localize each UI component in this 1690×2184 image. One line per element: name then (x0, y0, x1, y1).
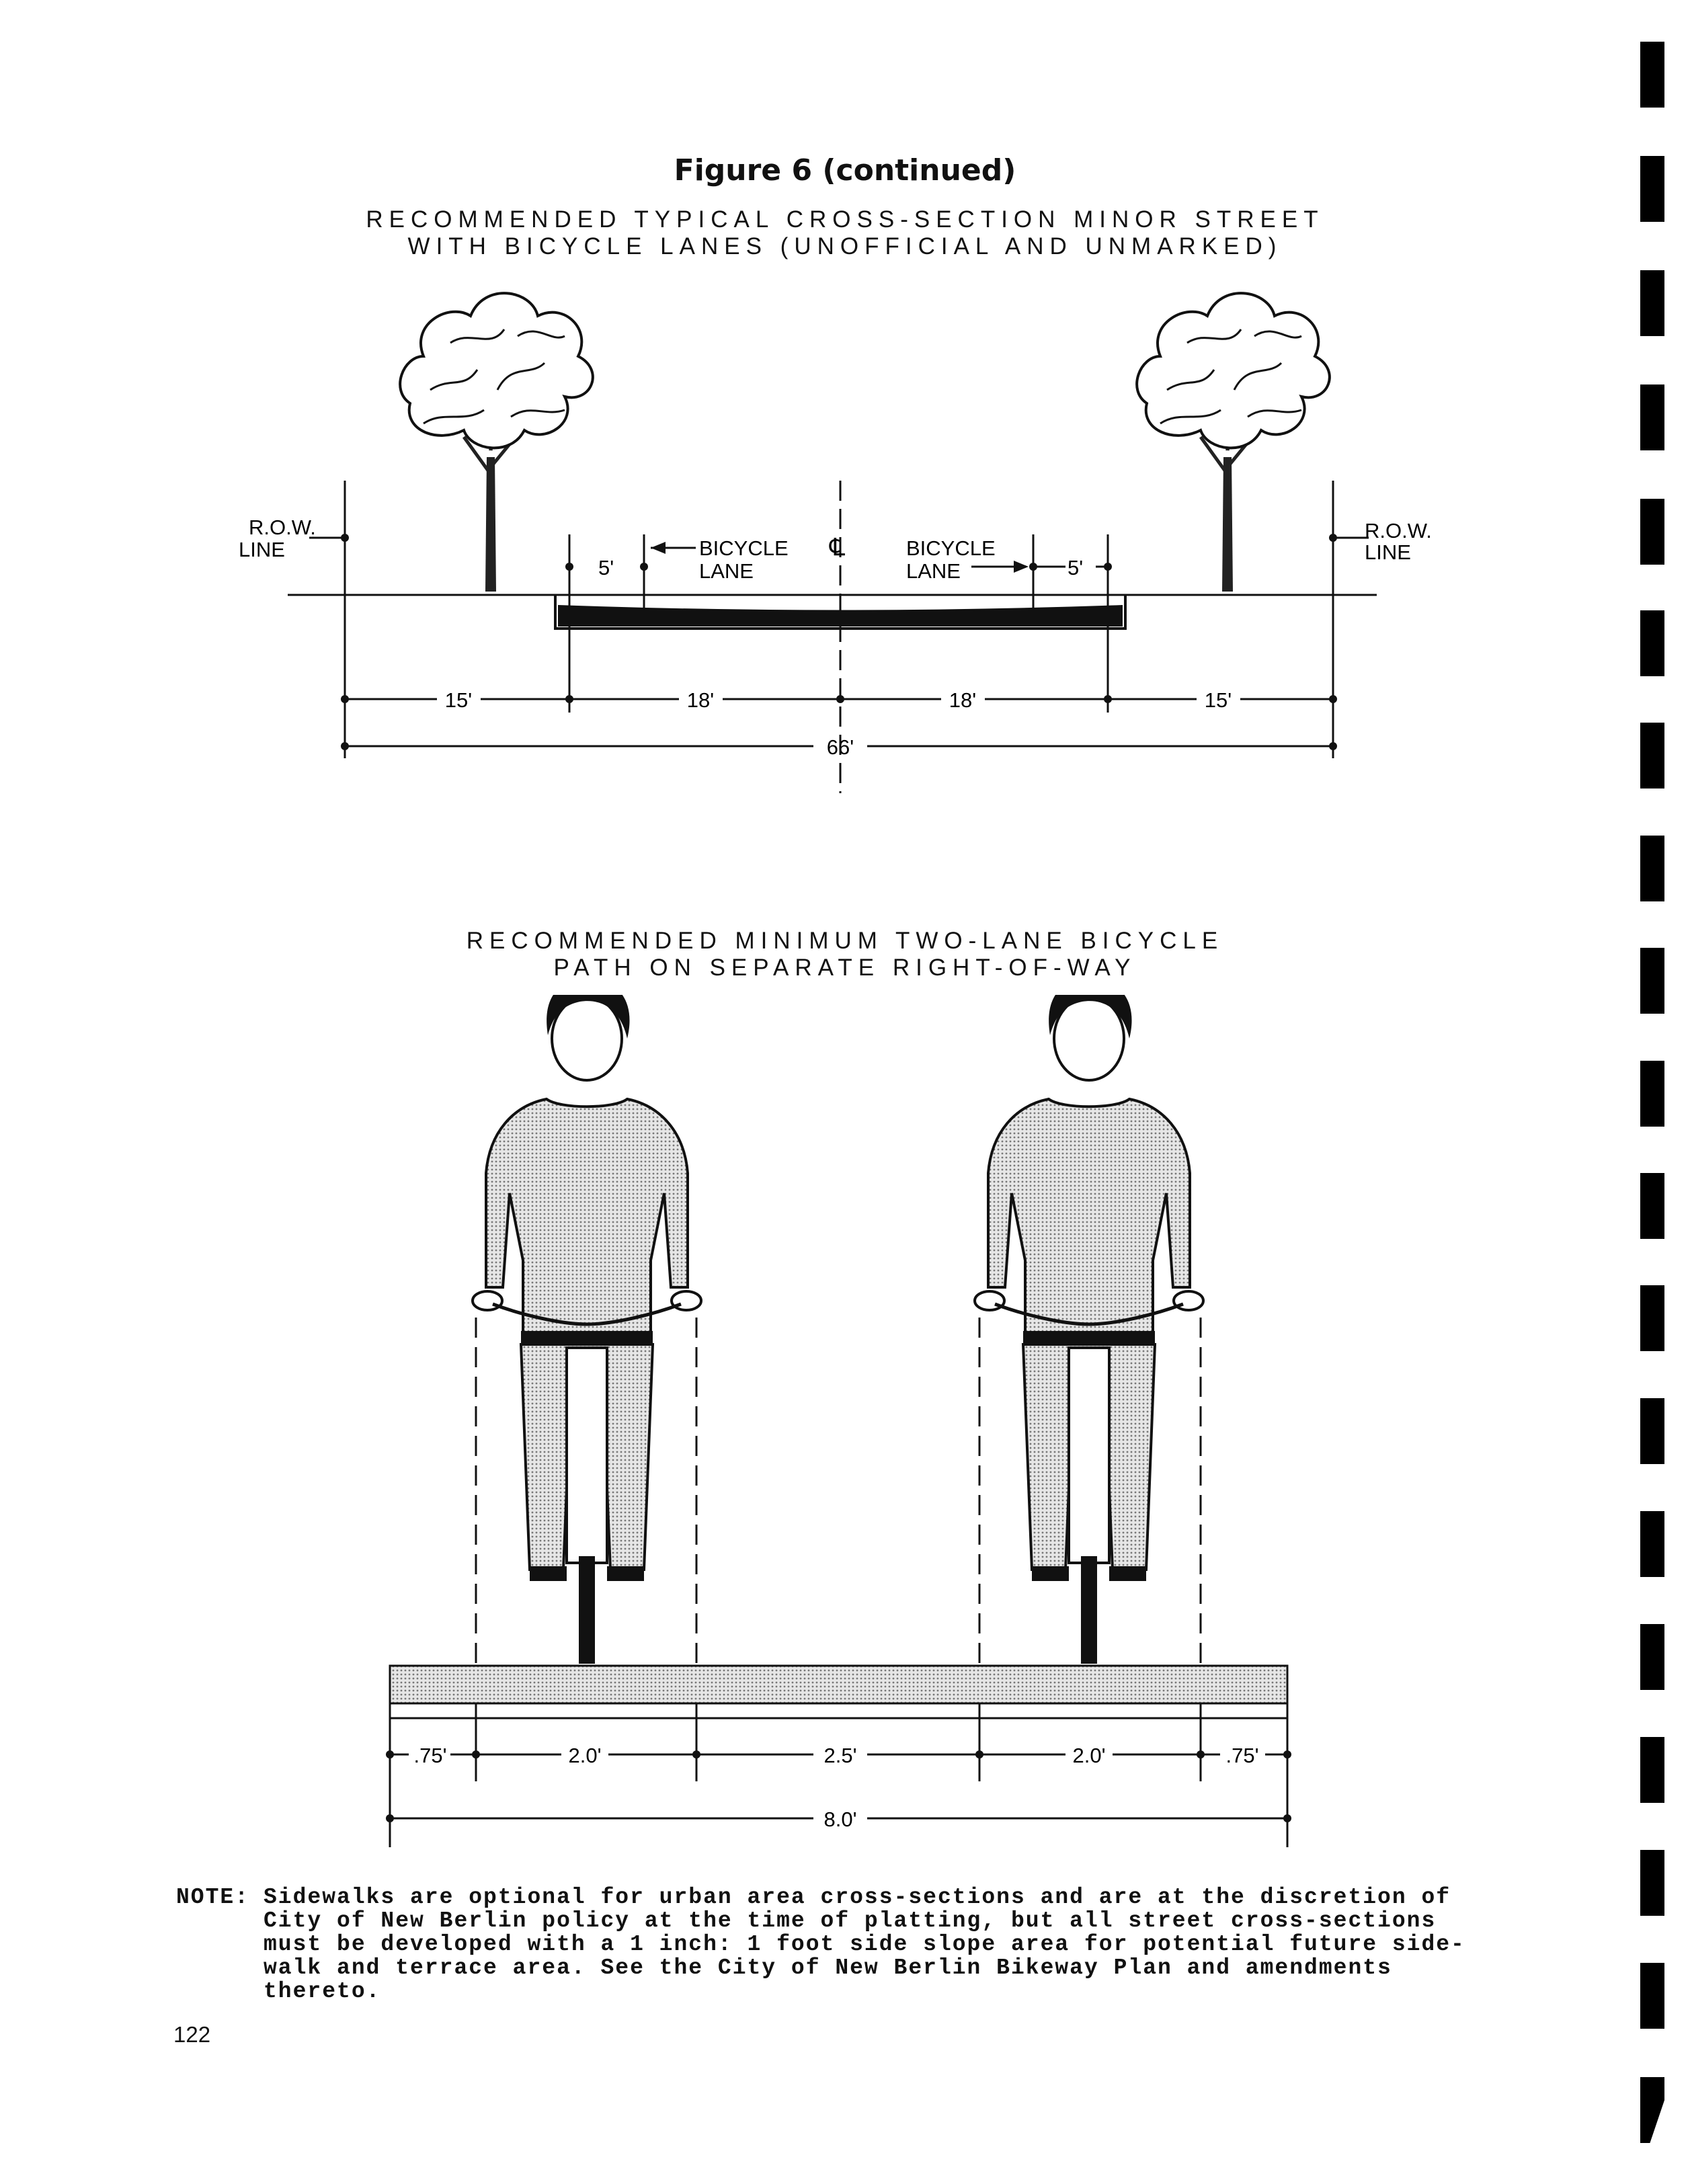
bicycle-path-diagram (0, 995, 1690, 1869)
path-dimension-label-4: 2.0' (1072, 1744, 1106, 1767)
path-total-width-label: 8.0' (823, 1808, 857, 1831)
binder-mark (1640, 1963, 1664, 2029)
cyclist-left-icon (473, 995, 701, 1664)
binder-mark (1640, 1285, 1664, 1351)
dimension-label-3: 18' (949, 688, 977, 712)
binder-mark (1640, 723, 1664, 788)
tree-right-icon (1137, 293, 1330, 592)
bicycle-lane-left-label-1: BICYCLE (699, 536, 789, 560)
binder-mark (1640, 499, 1664, 565)
bicycle-lane-right-label-2: LANE (906, 559, 961, 583)
binder-mark (1640, 42, 1664, 108)
total-width-label: 66' (826, 735, 854, 759)
binder-mark (1640, 385, 1664, 450)
row-line-right-label-1: R.O.W. (1365, 519, 1432, 542)
street-cross-section-diagram (0, 0, 1690, 840)
binder-mark (1640, 1511, 1664, 1577)
binder-mark (1640, 270, 1664, 336)
path-dimension-label-1: .75' (413, 1744, 447, 1767)
path-dimension-label-3: 2.5' (823, 1744, 857, 1767)
path-section-caption-1: RECOMMENDED MINIMUM TWO-LANE BICYCLE (466, 928, 1224, 954)
binder-mark (1640, 1398, 1664, 1464)
tree-left-icon (400, 293, 593, 592)
row-line-left-label-2: LINE (239, 538, 285, 561)
binder-mark (1640, 2077, 1664, 2143)
binder-mark (1640, 948, 1664, 1014)
bicycle-lane-left-label-2: LANE (699, 559, 754, 583)
row-line-left-label-1: R.O.W. (249, 516, 316, 539)
page-number: 122 (173, 2022, 211, 2047)
row-line-right-label-2: LINE (1365, 540, 1411, 564)
path-section-caption-2: PATH ON SEPARATE RIGHT-OF-WAY (553, 955, 1137, 981)
binder-mark (1640, 1173, 1664, 1239)
binder-mark (1640, 1061, 1664, 1127)
street-section-caption-2: WITH BICYCLE LANES (UNOFFICIAL AND UNMARKED) (407, 233, 1283, 259)
dimension-label-2: 18' (686, 688, 715, 712)
lane-width-left-label: 5' (598, 556, 614, 579)
note-label: NOTE: (176, 1885, 250, 1910)
binder-mark (1640, 836, 1664, 901)
centerline-symbol: ℄ (830, 533, 846, 561)
dimension-label-4: 15' (1204, 688, 1232, 712)
street-section-caption-1: RECOMMENDED TYPICAL CROSS-SECTION MINOR STREET (366, 206, 1324, 233)
bicycle-lane-right-label-1: BICYCLE (906, 536, 996, 560)
binder-mark (1640, 1850, 1664, 1916)
binder-mark (1640, 1624, 1664, 1690)
binder-mark (1640, 156, 1664, 222)
path-dimension-label-5: .75' (1225, 1744, 1259, 1767)
path-dimension-label-2: 2.0' (568, 1744, 602, 1767)
figure-title: Figure 6 (continued) (674, 153, 1016, 188)
binder-mark (1640, 1737, 1664, 1803)
dimension-label-1: 15' (444, 688, 473, 712)
note-text: Sidewalks are optional for urban area cross-sections and are at the discretion of City of New Berlin policy at the time of platting, but all street cross-sections must be developed with a 1 inch: 1 foot side slope area for potential future side- walk and terrace area. See the City of New Berlin Bikeway Plan and amendments thereto. (264, 1885, 1465, 2004)
cyclist-right-icon (975, 995, 1203, 1664)
binder-mark (1640, 610, 1664, 676)
lane-width-right-label: 5' (1068, 556, 1084, 579)
